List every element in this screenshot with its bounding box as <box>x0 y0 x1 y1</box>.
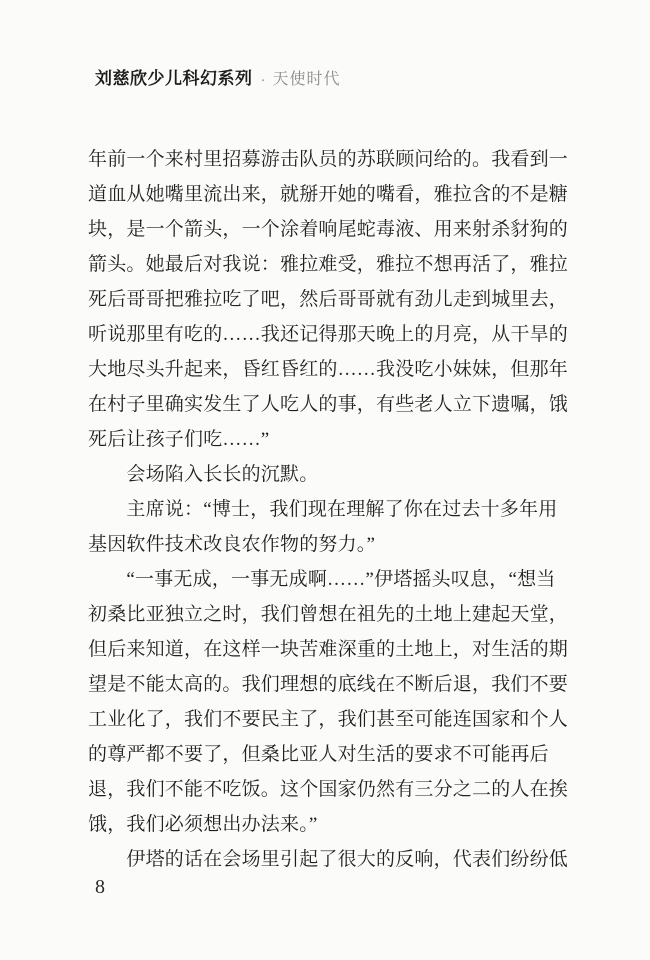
text-line: 的尊严都不要了，但桑比亚人对生活的要求不可能再后 <box>88 744 549 765</box>
page-body-text <box>88 142 568 877</box>
text-line: 主席说：“博士，我们现在理解了你在过去十多年用 <box>88 499 558 520</box>
text-line: 会场陷入长长的沉默。 <box>88 464 319 485</box>
text-line: 大地尽头升起来，昏红昏红的……我没吃小妹妹，但那年 <box>88 359 569 380</box>
text-line: 听说那里有吃的……我还记得那天晚上的月亮，从干旱的 <box>88 324 569 345</box>
book-title: 天使时代 <box>272 71 341 88</box>
text-line: 伊塔的话在会场里引起了很大的反响，代表们纷纷低 <box>88 849 569 870</box>
text-line: 工业化了，我们不要民主了，我们甚至可能连国家和个人 <box>88 709 569 730</box>
text-line: 退，我们不能不吃饭。这个国家仍然有三分之二的人在挨 <box>88 779 569 800</box>
text-line: 年前一个来村里招募游击队员的苏联顾问给的。我看到一 <box>88 149 569 170</box>
text-line: 但后来知道，在这样一块苦难深重的土地上，对生活的期 <box>88 639 569 660</box>
text-line: 死后让孩子们吃……” <box>88 429 270 450</box>
text-line: 死后哥哥把雅拉吃了吧，然后哥哥就有劲儿走到城里去， <box>88 289 569 310</box>
text-line: 块，是一个箭头，一个涂着响尾蛇毒液、用来射杀豺狗的 <box>88 219 569 240</box>
text-line: 箭头。她最后对我说：雅拉难受，雅拉不想再活了，雅拉 <box>88 254 569 275</box>
running-head <box>95 64 341 88</box>
text-line: 在村子里确实发生了人吃人的事，有些老人立下遗嘱，饿 <box>88 394 569 415</box>
series-title: 刘慈欣少儿科幻系列 <box>95 69 253 88</box>
text-line: 初桑比亚独立之时，我们曾想在祖先的土地上建起天堂， <box>88 604 569 625</box>
text-line: 基因软件技术改良农作物的努力。” <box>88 534 376 555</box>
text-line: 望是不能太高的。我们理想的底线在不断后退，我们不要 <box>88 674 569 695</box>
page-number: 8 <box>95 876 105 898</box>
text-line: “一事无成，一事无成啊……”伊塔摇头叹息，“想当 <box>88 569 556 590</box>
header-separator-dot: · <box>260 71 266 88</box>
text-line: 道血从她嘴里流出来，就掰开她的嘴看，雅拉含的不是糖 <box>88 184 569 205</box>
text-line: 饿，我们必须想出办法来。” <box>88 814 318 835</box>
